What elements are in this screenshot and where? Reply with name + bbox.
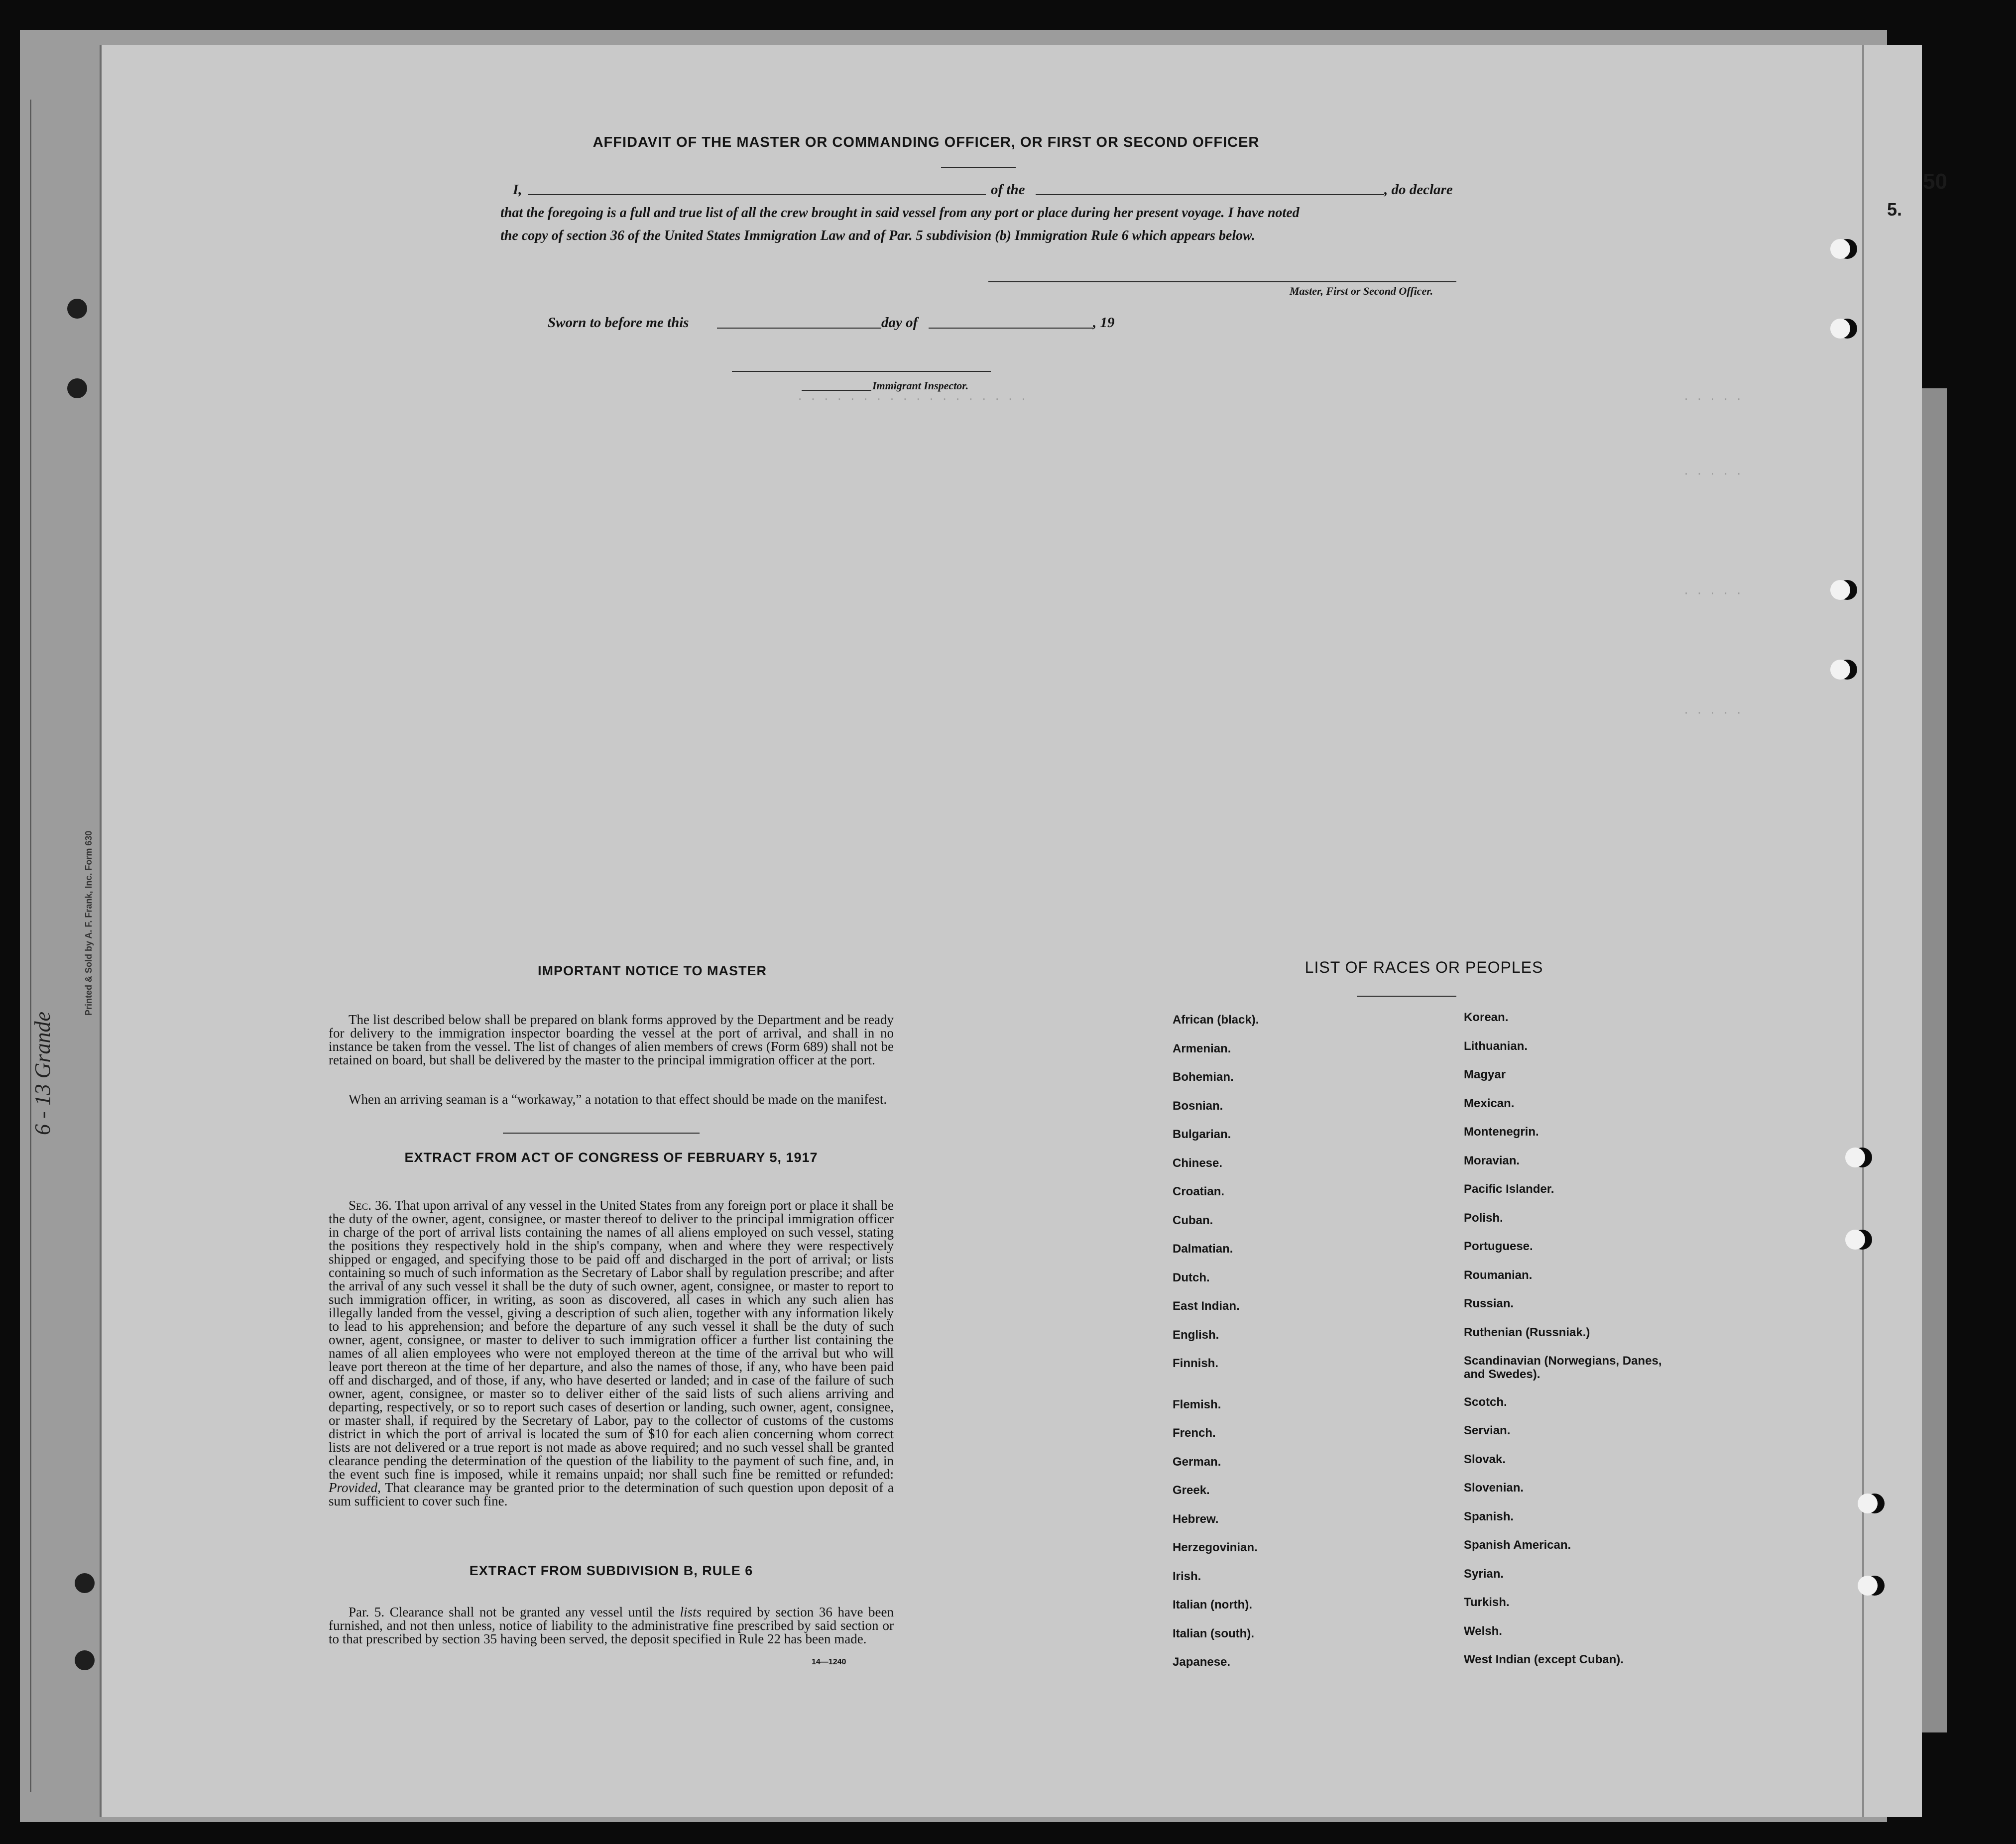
race-item: Herzegovinian. <box>1173 1541 1258 1554</box>
rule-text-end: required by section 36 have been furnished, and not then unless, notice of liability to the administrative fine prescribed by said section or to that prescribed by section 35 having been served, the deposit specified in Rule 22 has been made. <box>329 1605 894 1646</box>
race-item: Scotch. <box>1464 1395 1507 1409</box>
affidavit-title: AFFIDAVIT OF THE MASTER OR COMMANDING OFFICER, OR FIRST OR SECOND OFFICER <box>593 134 1260 150</box>
binder-hole <box>67 378 87 398</box>
binder-hole <box>75 1650 95 1670</box>
races-title: LIST OF RACES OR PEOPLES <box>1304 958 1543 976</box>
races-title-underline <box>1357 996 1456 997</box>
vessel-blank <box>1036 194 1384 195</box>
affidavit-line1-start: I, <box>513 182 522 198</box>
handwritten-ship-note: 6 - 13 Grande <box>30 1011 55 1135</box>
race-item: Greek. <box>1173 1484 1210 1497</box>
race-item: Spanish. <box>1464 1509 1514 1523</box>
race-item: French. <box>1173 1426 1216 1440</box>
binder-hole <box>1837 239 1857 259</box>
race-item: African (black). <box>1173 1013 1259 1027</box>
printer-imprint: Printed & Sold by A. F. Frank, Inc. Form 630 <box>84 830 94 1016</box>
race-item: Slovenian. <box>1464 1481 1524 1495</box>
race-item: Korean. <box>1464 1011 1509 1024</box>
race-item: Irish. <box>1173 1569 1201 1583</box>
race-item: Mexican. <box>1464 1096 1515 1110</box>
race-item: Polish. <box>1464 1211 1503 1225</box>
page-fold-line <box>1862 45 1864 1817</box>
page-marker: 5. <box>1887 199 1902 220</box>
race-item: West Indian (except Cuban). <box>1464 1653 1624 1666</box>
race-item: Syrian. <box>1464 1567 1504 1581</box>
form-number: 14—1240 <box>812 1658 846 1666</box>
binder-hole <box>1865 1576 1885 1596</box>
act-section-36 <box>329 1199 894 1508</box>
page-left-edge <box>100 45 102 1817</box>
section-text: That upon arrival of any vessel in the United States from any foreign port or place it shall be the duty of the owner, agent, consignee, or master thereof to deliver to the principal immigration officer in charge of the port of arrival lists containing the names of all aliens employed on such vessel, stating the positions they respectively hold in the ship's company, when and where they were respectively shipped or engaged, and specifying those to be paid off and discharged in the port of arrival; or lists containing so much of such information as the Secretary of Labor shall by regulation prescribe; and after the arrival of any such vessel it shall be the duty of such owner, agent, consignee, or master to report to such immigration officer, in writing, as soon as discovered, all cases in which any such alien has illegally landed from the vessel, giving a description of such alien, together with any information likely to lead to his apprehension; and before the departure of any such vessel it shall be the duty of such owner, agent, consignee, or master to deliver to such immigration officer a further list containing the names of all alien employees who were not employed thereon at the time of the arrival but who will leave port thereon at the time of her departure, and also the names of those, if any, who have been paid off and discharged, and of those, if any, who have deserted or landed; and in case of the failure of such owner, agent, consignee, or master so to deliver either of the said lists of such aliens arriving and departing, respectively, or so to report such cases of desertion or landing, such owner, agent, consignee, or master shall, if required by the Secretary of Labor, pay to the collector of customs of the customs district in which the port of arrival is located the sum of $10 for each alien concerning whom correct lists are not delivered or a true report is not made as above required; and no such vessel shall be granted clearance pending the determination of the question of the liability to the payment of such fine, and, in the event such fine is imposed, while it remains unpaid; nor shall such fine be remitted or refunded: <box>329 1198 894 1482</box>
race-item: Finnish. <box>1173 1357 1218 1370</box>
affidavit-line1-mid: of the <box>991 182 1025 198</box>
notice-paragraph-1: The list described below shall be prepared on blank forms approved by the Department and be ready for delivery to the immigration inspector boarding the vessel at the port of arrival, and shall in no instance be taken from the vessel. The list of changes of alien members of crews (Form 689) shall not be retained on board, but shall be delivered by the master to the principal immigration officer at the port. <box>329 1012 894 1067</box>
act-extract-title: EXTRACT FROM ACT OF CONGRESS OF FEBRUARY 5, 1917 <box>404 1150 818 1165</box>
section-label: Sec. 36. <box>349 1198 392 1213</box>
race-item: Roumanian. <box>1464 1268 1533 1282</box>
race-item: Spanish American. <box>1464 1538 1571 1552</box>
binder-hole <box>75 1573 95 1593</box>
race-item: German. <box>1173 1455 1221 1469</box>
race-item: East Indian. <box>1173 1299 1240 1313</box>
rule-italic-word: lists <box>680 1605 702 1619</box>
inspector-signature-line <box>732 371 991 372</box>
binder-hole <box>1852 1148 1872 1167</box>
name-blank <box>528 194 986 195</box>
inspector-name-blank <box>802 390 871 391</box>
race-item: Montenegrin. <box>1464 1125 1539 1139</box>
race-item: Welsh. <box>1464 1624 1502 1638</box>
bleed-through-text: · · · · · <box>1683 393 1742 406</box>
inspector-caption: Immigrant Inspector. <box>872 379 969 392</box>
signature-caption: Master, First or Second Officer. <box>1290 285 1433 297</box>
race-item: Bosnian. <box>1173 1099 1223 1113</box>
race-item: Portuguese. <box>1464 1240 1533 1253</box>
race-item: Dalmatian. <box>1173 1242 1233 1256</box>
affidavit-line3: the copy of section 36 of the United States Immigration Law and of Par. 5 subdivision (b) Immigration Rule 6 which appears below. <box>500 228 1255 243</box>
bleed-through-text: · · · · · <box>1683 587 1742 600</box>
binder-hole <box>1837 580 1857 600</box>
notice-title: IMPORTANT NOTICE TO MASTER <box>538 963 767 978</box>
sworn-year: , 19 <box>1093 315 1115 331</box>
manifest-page <box>100 45 1922 1817</box>
race-item: Servian. <box>1464 1424 1511 1437</box>
rule-extract-title: EXTRACT FROM SUBDIVISION B, RULE 6 <box>469 1563 753 1578</box>
sworn-month-blank <box>929 328 1093 329</box>
race-item: Turkish. <box>1464 1596 1510 1609</box>
section-text-end: That clearance may be granted prior to the determination of such question upon deposit of a sum sufficient to cover such fine. <box>329 1480 894 1508</box>
race-item: Italian (south). <box>1173 1626 1254 1640</box>
sworn-day: day of <box>881 315 918 331</box>
affidavit-line1-end: , do declare <box>1384 182 1453 198</box>
page-number: 50 <box>1923 169 1947 194</box>
affidavit-line2: that the foregoing is a full and true list of all the crew brought in said vessel from any port or place during her present voyage. I have noted <box>500 205 1300 221</box>
title-underline <box>941 167 1016 168</box>
bleed-through-text: · · · · · · · · · · · · · · · · · · <box>797 393 1027 406</box>
race-item: Ruthenian (Russniak.) <box>1464 1325 1590 1339</box>
bleed-through-text: · · · · · <box>1683 468 1742 480</box>
race-item: Moravian. <box>1464 1153 1520 1167</box>
race-item: Russian. <box>1464 1297 1514 1310</box>
race-item: Dutch. <box>1173 1270 1210 1284</box>
race-item: Armenian. <box>1173 1041 1231 1055</box>
binder-hole <box>1852 1230 1872 1250</box>
bleed-through-text: · · · · · <box>1683 707 1742 719</box>
race-item: Pacific Islander. <box>1464 1182 1554 1196</box>
race-item: English. <box>1173 1328 1219 1342</box>
race-item: Japanese. <box>1173 1655 1231 1669</box>
sworn-start: Sworn to before me this <box>548 315 689 331</box>
race-item: Cuban. <box>1173 1213 1213 1227</box>
notice-paragraph-2: When an arriving seaman is a “workaway,” a notation to that effect should be made on the manifest. <box>349 1092 887 1107</box>
race-item: Slovak. <box>1464 1452 1506 1466</box>
race-item: Hebrew. <box>1173 1512 1219 1526</box>
binder-hole <box>1865 1494 1885 1513</box>
rule-text-start: Par. 5. Clearance shall not be granted any vessel until the <box>349 1605 675 1619</box>
race-item: Magyar <box>1464 1068 1506 1081</box>
race-item: Flemish. <box>1173 1397 1221 1411</box>
race-item: Bulgarian. <box>1173 1128 1231 1141</box>
race-item: Chinese. <box>1173 1156 1223 1170</box>
binder-hole <box>67 299 87 319</box>
race-item: Lithuanian. <box>1464 1039 1528 1053</box>
binder-hole <box>1837 319 1857 339</box>
binder-hole <box>1837 660 1857 680</box>
sworn-date-blank <box>717 328 881 329</box>
race-item: Bohemian. <box>1173 1070 1234 1084</box>
race-item: Croatian. <box>1173 1185 1225 1198</box>
proviso-word: Provided, <box>329 1480 381 1495</box>
rule-paragraph <box>329 1606 894 1646</box>
race-item: Italian (north). <box>1173 1598 1252 1612</box>
race-item: Scandinavian (Norwegians, Danes, and Swedes). <box>1464 1354 1662 1381</box>
section-divider <box>503 1133 700 1134</box>
signature-line <box>988 281 1456 282</box>
